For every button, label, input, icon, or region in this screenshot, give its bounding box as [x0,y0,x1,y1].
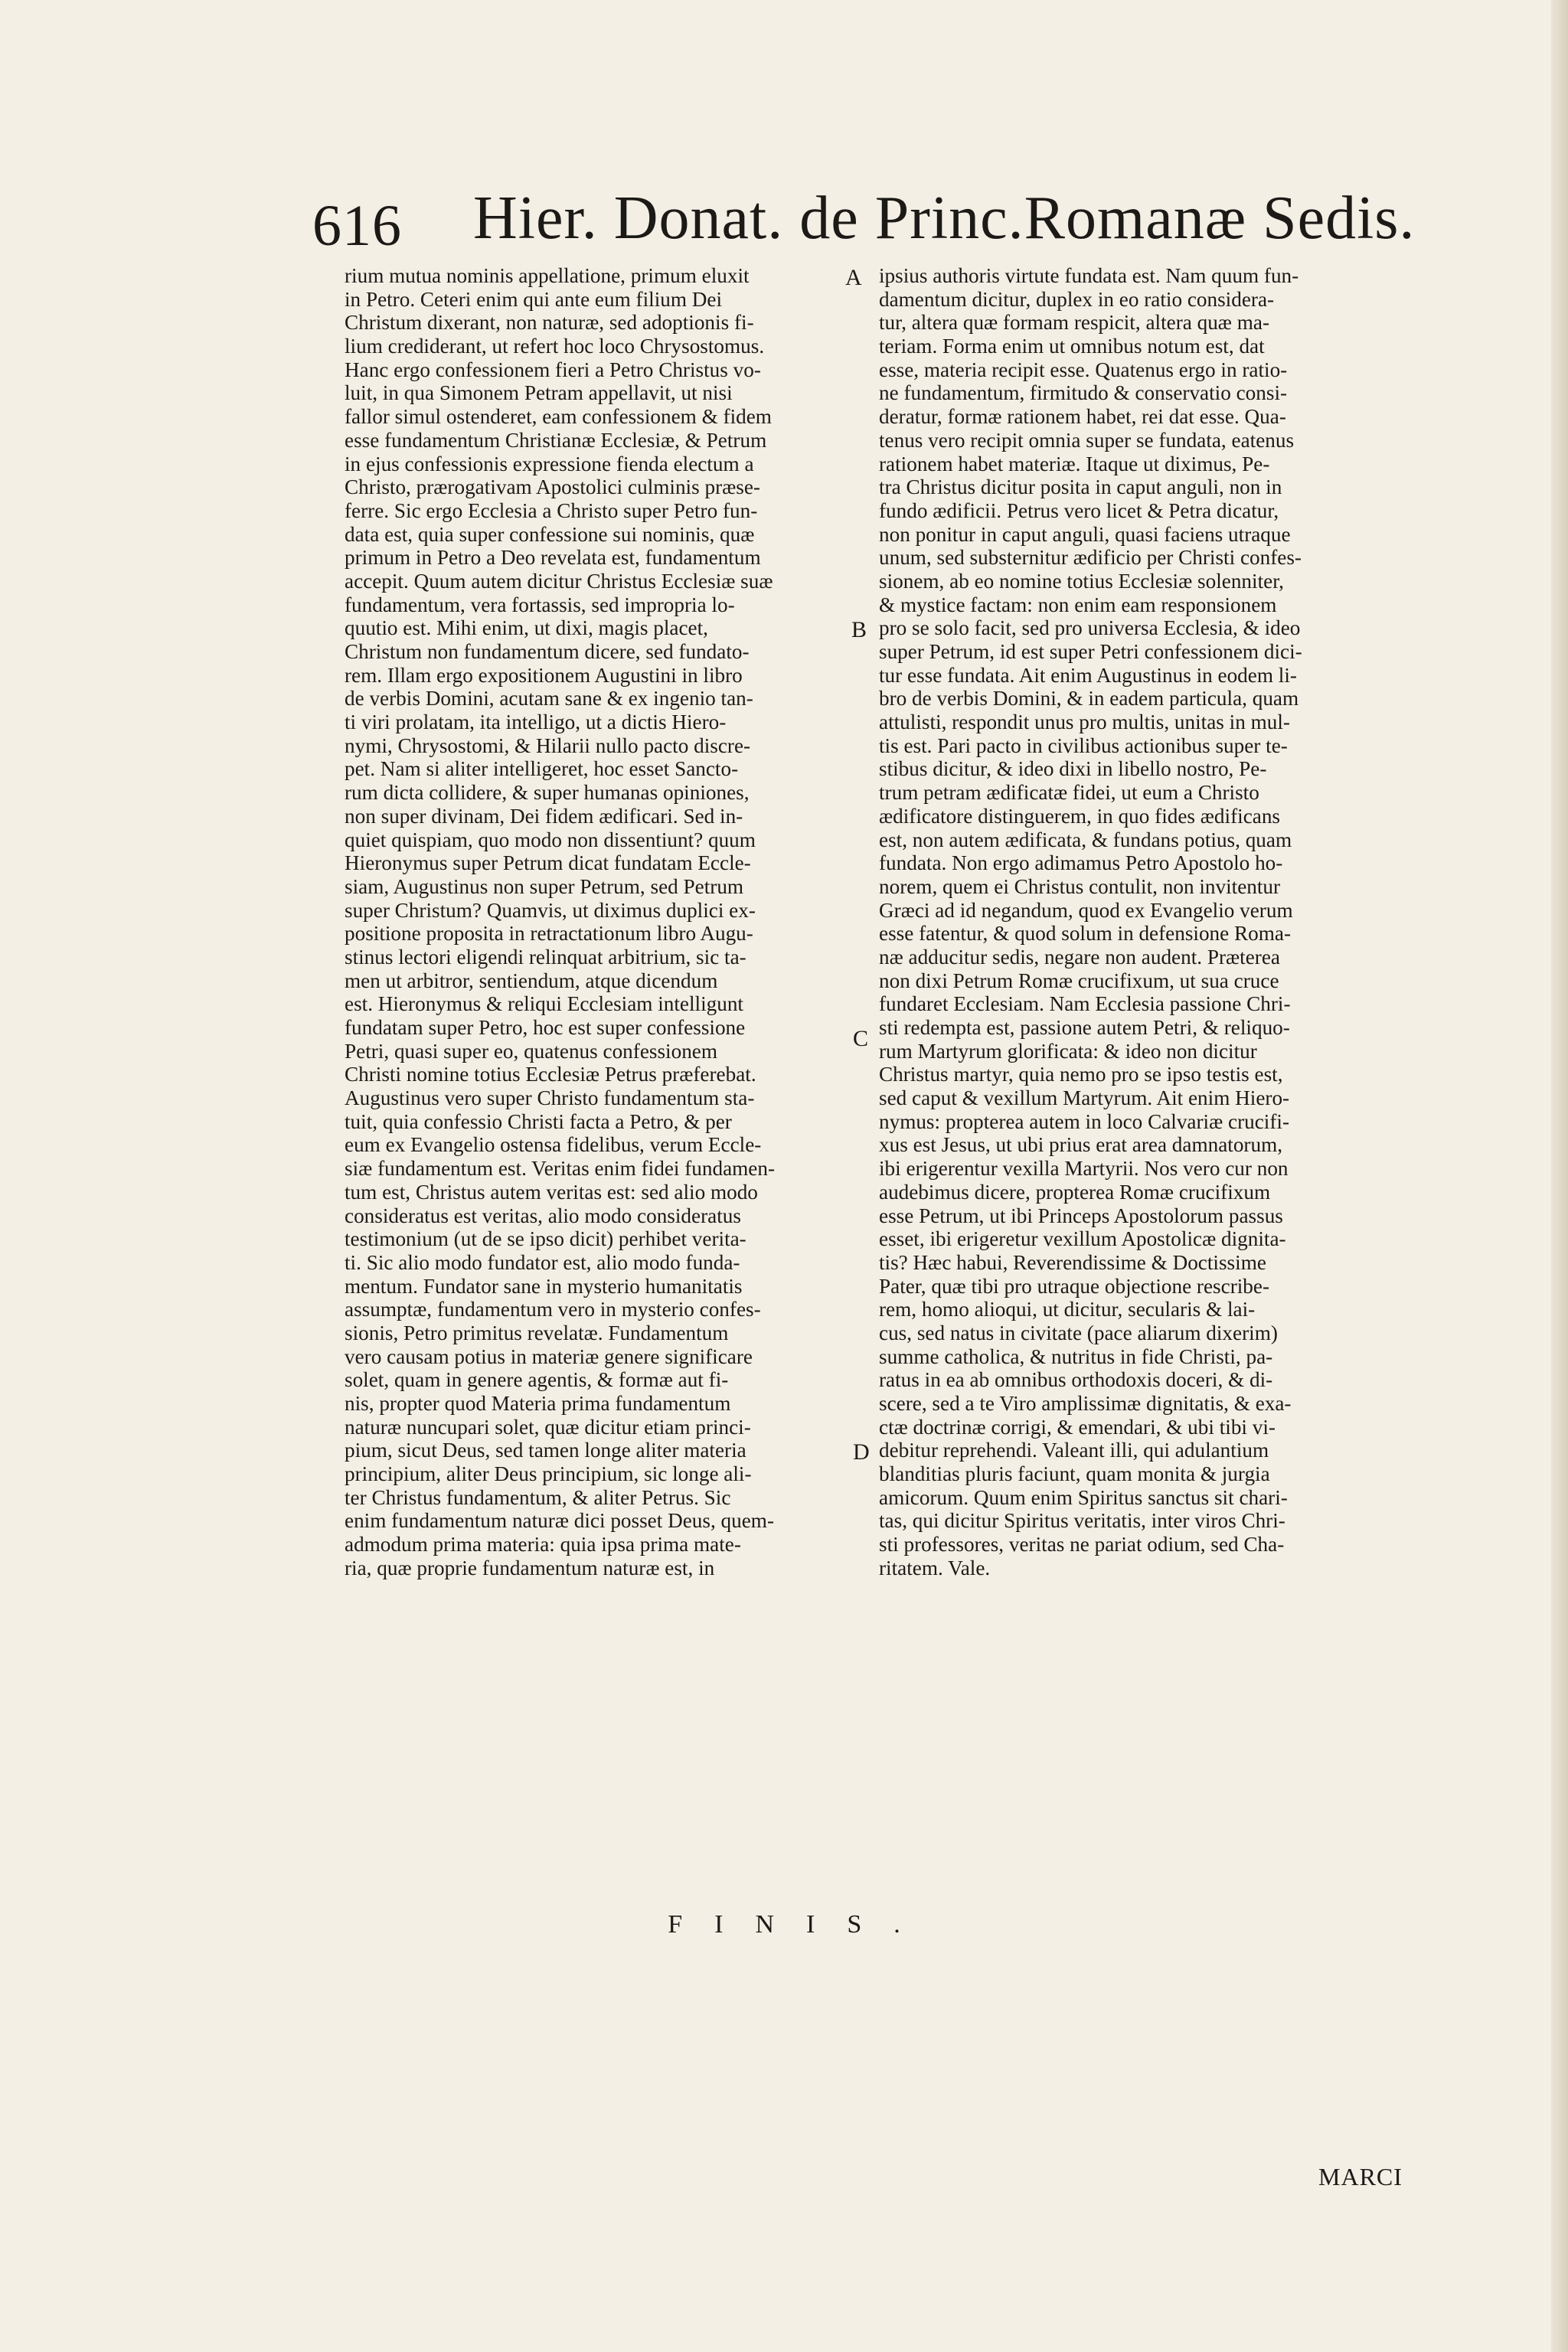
margin-letter-b: B [851,617,867,642]
text-line: esse fatentur, & quod solum in defensione Roma- [879,922,1292,946]
text-line: ritatem. Vale. [879,1556,991,1579]
text-line: blanditias pluris faciunt, quam monita & jurgia [879,1462,1270,1486]
text-line: testimonium (ut de se ipso dicit) perhibet verita- [345,1227,746,1251]
text-line: siæ fundamentum est. Veritas enim fidei fundamen- [345,1157,776,1181]
text-line: admodum prima materia: quia ipsa prima mate- [345,1533,741,1557]
text-line: quutio est. Mihi enim, ut dixi, magis placet, [345,616,708,640]
text-line: positione proposita in retractationum libro Augu- [345,922,753,946]
text-line: non dixi Petrum Romæ crucifixum, ut sua cruce [879,969,1279,992]
text-line: fundatam super Petro, hoc est super confessione [345,1016,746,1039]
text-line: cus, sed natus in civitate (pace aliarum dixerim) [879,1321,1278,1344]
text-line: primum in Petro a Deo revelata est, fundamentum [345,546,761,570]
text-line: accepit. Quum autem dicitur Christus Ecclesiæ suæ [345,569,773,593]
text-line: tum est, Christus autem veritas est: sed alio modo [345,1180,758,1204]
text-line: xus est Jesus, ut ubi prius erat area damnatorum, [879,1133,1283,1157]
text-line: ria, quæ proprie fundamentum naturæ est, in [345,1556,715,1579]
text-line: tuit, quia confessio Christi facta a Petro, & per [345,1109,732,1133]
text-line: principium, aliter Deus principium, sic longe ali- [345,1462,752,1486]
text-line: lium crediderant, ut refert hoc loco Chrysostomus. [345,335,765,358]
text-line: damentum dicitur, duplex in eo ratio considera- [879,287,1275,311]
text-line: scere, sed a te Viro amplissimæ dignitatis, & exa- [879,1392,1292,1415]
text-line: in ejus confessionis expressione fienda electum a [345,452,754,475]
text-line: consideratus est veritas, alio modo consideratus [345,1204,741,1227]
text-line: trum petram ædificatæ fidei, ut eum a Christo [879,781,1259,805]
text-line: summe catholica, & nutritus in fide Christi, pa- [879,1344,1273,1368]
text-line: fundo ædificii. Petrus vero licet & Petra dicatur, [879,498,1279,522]
text-line: stibus dicitur, & ideo dixi in libello nostro, Pe- [879,757,1267,781]
left-column [345,264,842,1580]
text-line: attulisti, respondit unus pro multis, unitas in mul- [879,710,1290,734]
text-line: esset, ibi erigeretur vexillum Apostolicæ dignita- [879,1227,1286,1251]
margin-letter-c: C [853,1026,869,1051]
running-title: Hier. Donat. de Princ.Romanæ Sedis. [473,185,1416,252]
text-line: enim fundamentum naturæ dici posset Deus, quem- [345,1509,775,1533]
text-line: ti viri prolatam, ita intelligo, ut a dictis Hiero- [345,710,727,734]
text-line: pet. Nam si aliter intelligeret, hoc esset Sancto- [345,757,739,781]
text-line: tur esse fundata. Ait enim Augustinus in eodem li- [879,663,1297,687]
text-line: Christum non fundamentum dicere, sed fundato- [345,640,750,663]
text-line: rum dicta collidere, & super humanas opiniones, [345,781,750,805]
text-line: super Christum? Quamvis, ut diximus duplici ex- [345,898,756,922]
text-line: audebimus dicere, propterea Romæ crucifixum [879,1180,1271,1204]
text-line: fundaret Ecclesiam. Nam Ecclesia passione Chri- [879,992,1291,1016]
text-line: Christus martyr, quia nemo pro se ipso testis est, [879,1063,1283,1086]
text-line: Hanc ergo confessionem fieri a Petro Christus vo- [345,358,761,381]
text-line: rum Martyrum glorificata: & ideo non dicitur [879,1039,1257,1063]
text-line: sti professores, veritas ne pariat odium, sed Cha- [879,1533,1285,1557]
text-line: ipsius authoris virtute fundata est. Nam quum fun- [879,264,1299,287]
text-line: Græci ad id negandum, quod ex Evangelio verum [879,898,1293,922]
text-line: amicorum. Quum enim Spiritus sanctus sit chari- [879,1485,1288,1509]
text-line: non super divinam, Dei fidem ædificari. Sed in- [345,804,743,828]
text-line: sionem, ab eo nomine totius Ecclesiæ solenniter, [879,569,1284,593]
text-line: tenus vero recipit omnia super se fundata, eatenus [879,428,1295,452]
text-line: ctæ doctrinæ corrigi, & emendari, & ubi tibi vi- [879,1415,1276,1439]
text-line: bro de verbis Domini, & in eadem particula, quam [879,687,1299,710]
text-line: deratur, formæ rationem habet, rei dat esse. Qua- [879,405,1286,429]
text-line: est, non autem ædificata, & fundans potius, quam [879,828,1292,851]
text-line: næ adducitur sedis, negare non audent. Præterea [879,945,1280,969]
text-line: esse, materia recipit esse. Quatenus ergo in ratio- [879,358,1288,381]
text-line: debitur reprehendi. Valeant illi, qui adulantium [879,1439,1269,1462]
text-line: tas, qui dicitur Spiritus veritatis, inter viros Chri- [879,1509,1285,1533]
text-line: ti. Sic alio modo fundator est, alio modo funda- [345,1250,740,1274]
text-line: siam, Augustinus non super Petrum, sed Petrum [345,874,744,898]
text-line: pium, sicut Deus, sed tamen longe aliter materia [345,1439,746,1462]
text-line: data est, quia super confessione sui nominis, quæ [345,522,755,546]
text-line: de verbis Domini, acutam sane & ex ingenio tan- [345,687,753,710]
text-line: fundata. Non ergo adimamus Petro Apostolo ho- [879,851,1283,875]
text-line: mentum. Fundator sane in mysterio humanitatis [345,1274,743,1298]
text-line: sionis, Petro primitus revelatæ. Fundamentum [345,1321,729,1344]
text-line: tis? Hæc habui, Reverendissime & Doctissime [879,1250,1266,1274]
text-line: vero causam potius in materiæ genere significare [345,1344,753,1368]
text-line: tur, altera quæ formam respicit, altera quæ ma- [879,311,1270,335]
text-line: ratus in ea ab omnibus orthodoxis doceri, & di- [879,1368,1273,1392]
right-column [879,264,1430,1580]
page-number: 616 [312,194,402,258]
text-line: nymus: propterea autem in loco Calvariæ crucifi- [879,1109,1290,1133]
text-line: esse Petrum, ut ibi Princeps Apostolorum passus [879,1204,1283,1227]
text-line: Christi nomine totius Ecclesiæ Petrus præferebat. [345,1063,756,1086]
text-line: non ponitur in caput anguli, quasi faciens utraque [879,522,1291,546]
text-line: Augustinus vero super Christo fundamentum sta- [345,1086,755,1110]
text-line: ibi erigerentur vexilla Martyrii. Nos vero cur non [879,1157,1289,1181]
text-line: in Petro. Ceteri enim qui ante eum filium Dei [345,287,723,311]
text-line: fundamentum, vera fortassis, sed impropria lo- [345,593,735,616]
text-line: nymi, Chrysostomi, & Hilarii nullo pacto discre- [345,733,751,757]
text-line: Pater, quæ tibi pro utraque objectione rescribe- [879,1274,1270,1298]
text-line: ne fundamentum, firmitudo & conservatio consi- [879,381,1288,405]
text-line: Christo, prærogativam Apostolici culminis præse- [345,475,760,499]
margin-letter-a: A [845,265,862,290]
text-line: super Petrum, id est super Petri confessionem dici- [879,640,1302,663]
text-line: teriam. Forma enim ut omnibus notum est, dat [879,335,1265,358]
text-line: rationem habet materiæ. Itaque ut diximus, Pe- [879,452,1270,475]
text-line: Petri, quasi super eo, quatenus confessionem [345,1039,717,1063]
text-line: sti redempta est, passione autem Petri, & reliquo- [879,1016,1290,1039]
text-line: sed caput & vexillum Martyrum. Ait enim Hiero- [879,1086,1290,1110]
text-line: nis, propter quod Materia prima fundamentum [345,1392,731,1415]
text-line: ter Christus fundamentum, & aliter Petrus. Sic [345,1485,731,1509]
text-line: luit, in qua Simonem Petram appellavit, ut nisi [345,381,733,405]
text-line: rium mutua nominis appellatione, primum eluxit [345,264,750,287]
text-line: tis est. Pari pacto in civilibus actionibus super te- [879,733,1288,757]
text-line: assumptæ, fundamentum vero in mysterio confes- [345,1298,761,1321]
text-line: & mystice factam: non enim eam responsionem [879,593,1277,616]
text-line: naturæ nuncupari solet, quæ dicitur etiam princi- [345,1415,751,1439]
text-line: norem, quem ei Christus contulit, non invitentur [879,874,1281,898]
text-line: est. Hieronymus & reliqui Ecclesiam intelligunt [345,992,743,1016]
text-line: pro se solo facit, sed pro universa Ecclesia, & ideo [879,616,1301,640]
text-line: Christum dixerant, non naturæ, sed adoptionis fi- [345,311,754,335]
text-line: ædificatore distinguerem, in quo fides ædificans [879,804,1280,828]
text-line: eum ex Evangelio ostensa fidelibus, verum Eccle- [345,1133,762,1157]
text-line: rem. Illam ergo expositionem Augustini in libro [345,663,743,687]
text-line: unum, sed substernitur ædificio per Christi confes- [879,546,1302,570]
text-line: ferre. Sic ergo Ecclesia a Christo super Petro fun- [345,498,758,522]
margin-letter-d: D [853,1439,870,1465]
text-line: stinus lectori eligendi relinquat arbitrium, sic ta- [345,945,746,969]
text-line: tra Christus dicitur posita in caput anguli, non in [879,475,1282,499]
text-line: rem, homo alioqui, ut dicitur, secularis & lai- [879,1298,1256,1321]
text-line: Hieronymus super Petrum dicat fundatam Eccle- [345,851,751,875]
text-line: esse fundamentum Christianæ Ecclesiæ, & Petrum [345,428,767,452]
text-line: fallor simul ostenderet, eam confessionem & fidem [345,405,772,429]
finis-text: FINIS. [668,1910,933,1939]
text-line: quiet quispiam, quo modo non dissentiunt? quum [345,828,756,851]
catchword: MARCI [1318,2163,1403,2190]
text-line: men ut arbitror, sentiendum, atque dicendum [345,969,718,992]
page-edge-shadow [1551,0,1568,2352]
text-line: solet, quam in genere agentis, & formæ aut fi- [345,1368,729,1392]
